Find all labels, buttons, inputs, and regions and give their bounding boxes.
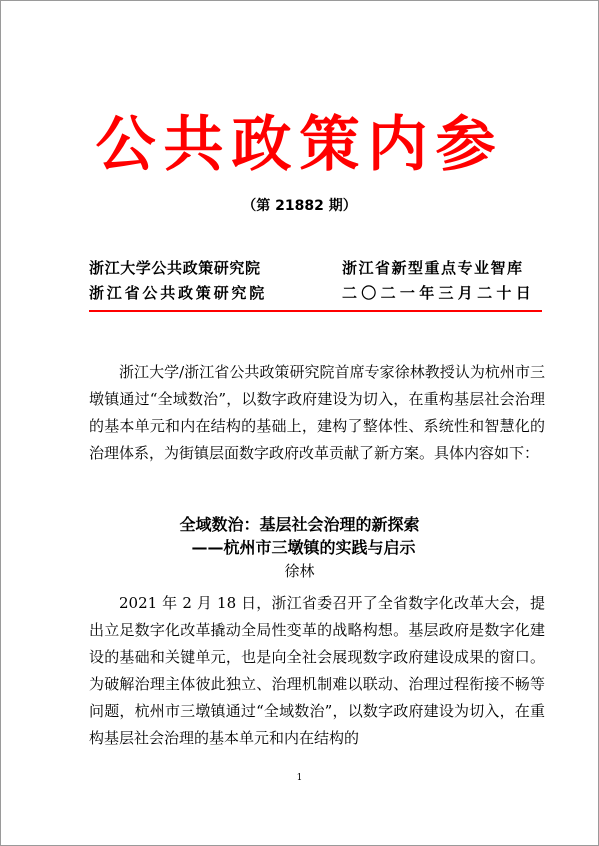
issue-date: 二〇二一年三月二十日: [342, 284, 536, 302]
article-author: 徐林: [284, 562, 315, 580]
masthead-title: 公共政策内参: [95, 110, 504, 180]
publisher-name-secondary: 浙江省公共政策研究院: [89, 284, 268, 302]
intro-paragraph: 浙江大学/浙江省公共政策研究院首席专家徐林教授认为杭州市三墩镇通过“全域数治”，以数字政府建设为切入，在重构基层社会治理的基本单元和内在结构的基础上，建构了整体性、系统性和智慧化的治理体系，为街镇层面数字政府改革贡献了新方案。具体内容如下：: [89, 363, 545, 462]
article-title: 全域数治：基层社会治理的新探索: [179, 515, 420, 534]
page-number: 1: [296, 773, 303, 783]
think-tank-label: 浙江省新型重点专业智库: [342, 259, 524, 277]
publisher-name: 浙江大学公共政策研究院: [89, 259, 261, 277]
header-divider: [89, 310, 542, 312]
article-subtitle: ——杭州市三墩镇的实践与启示: [191, 538, 416, 557]
issue-number: （第 21882 期）: [242, 198, 357, 214]
body-paragraph: 2021 年 2 月 18 日，浙江省委召开了全省数字化改革大会，提出立足数字化改革撬动全局性变革的战略构想。基层政府是数字化建设的基础和关键单元，也是向全社会展现数字政府建设成果的窗口。为破解治理主体彼此独立、治理机制难以联动、治理过程衔接不畅等问题，杭州市三墩镇通过“全域数治”，以数字政府建设为切入，在重构基层社会治理的基本单元和内在结构的: [89, 594, 545, 747]
